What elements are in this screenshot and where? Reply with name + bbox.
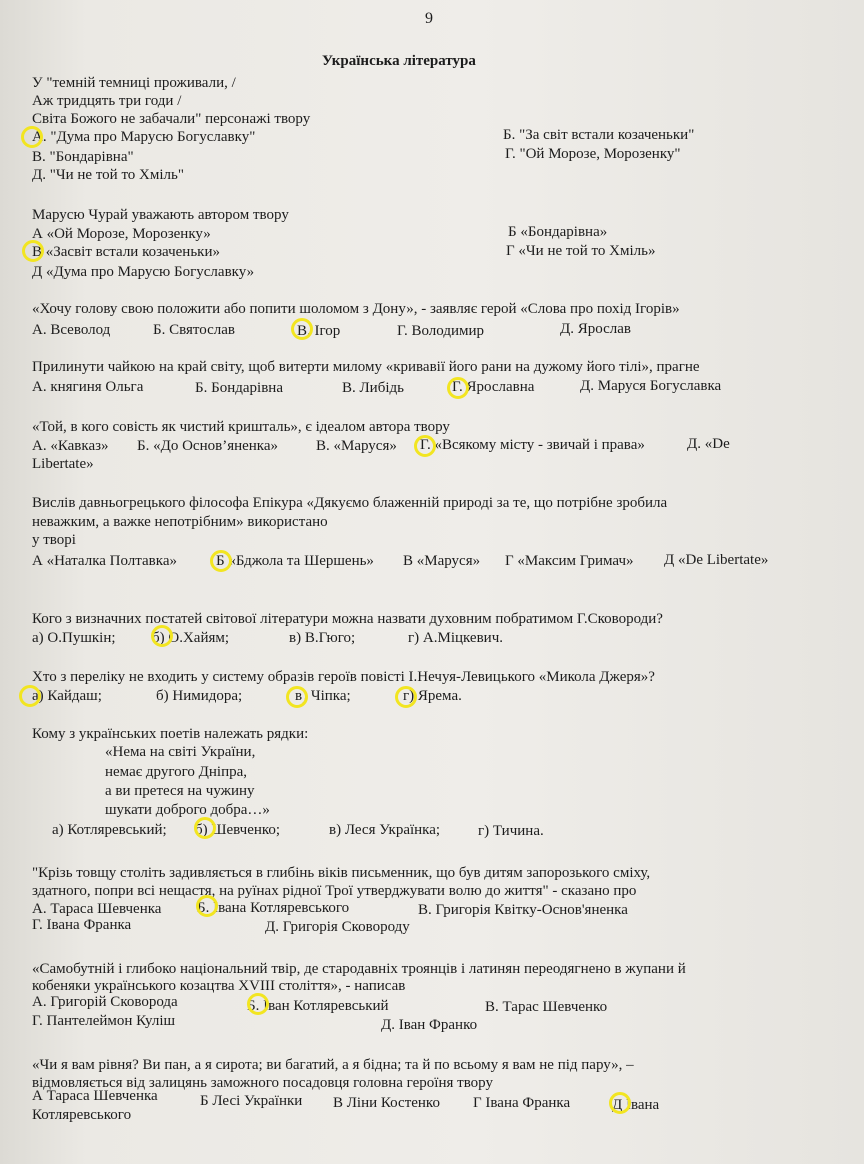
text-line: Д «De Libertate» [664,552,769,568]
text-line: Б Лесі Українки [200,1093,303,1109]
text-line: б) О.Хайям; [152,630,230,646]
text-line: б) Шевченко; [195,822,281,838]
text-line: В. Тарас Шевченко [485,999,608,1015]
text-line: Б. Бондарівна [195,380,283,396]
text-line: А. Тараса Шевченка [32,901,162,917]
text-line: Д. Ярослав [560,321,631,337]
text-line: У "темній темниці проживали, / [32,75,236,91]
text-line: «Той, в кого совість як чистий кришталь», є ідеалом автора твору [32,419,450,435]
answer-circle-icon [447,377,469,399]
page-number: 9 [425,10,433,27]
text-line: Котляревського [32,1107,132,1123]
answer-circle-icon [22,240,44,262]
text-line: Д «Дума про Марусю Богуславку» [32,264,255,280]
text-line: Г. Володимир [397,323,485,339]
text-line: Г. "Ой Морозе, Морозенку" [505,146,681,162]
text-line: Д. "Чи не той то Хміль" [32,167,184,183]
text-line: у творі [32,532,76,548]
text-line: г) Тичина. [478,823,544,839]
text-line: в) Чіпка; [295,688,351,704]
text-line: А. "Дума про Марусю Богуславку" [32,129,256,145]
text-line: Вислів давньогрецького філософа Епікура «Дякуємо блаженній природі за те, що потрібне зробила [32,495,668,511]
text-line: а) Котляревський; [52,822,167,838]
text-line: в) Леся Українка; [329,822,441,838]
text-line: Б. "За світ встали козаченьки" [503,127,695,143]
text-line: Кого з визначних постатей світової літератури можна назвати духовним побратимом Г.Сковороди? [32,611,663,627]
text-line: Г «Максим Гримач» [505,553,634,569]
text-line: «Чи я вам рівня? Ви пан, а я сирота; ви багатий, а я бідна; та й по всьому я вам не під пару», – [32,1057,634,1073]
text-line: Б «Бджола та Шершень» [216,553,374,569]
answer-circle-icon [395,686,417,708]
answer-circle-icon [21,126,43,148]
text-line: здатного, попри всі нещастя, на руїнах рідної Трої утверджувати волю до життя" - сказано про [32,883,637,899]
text-line: Д. Іван Франко [381,1017,478,1033]
text-line: "Крізь товщу століть задивляється в глибінь віків письменник, що був дитям запорозького сміху, [32,865,651,881]
text-line: Г. «Всякому місту - звичай і права» [420,437,645,453]
text-line: Д. Григорія Сковороду [265,919,410,935]
text-line: а ви претеся на чужину [105,783,255,799]
text-line: Марусю Чурай уважають автором твору [32,207,289,223]
text-line: Д. Маруся Богуславка [580,378,722,394]
text-line: Б. Івана Котляревського [197,900,350,916]
answer-circle-icon [151,625,173,647]
text-line: «Хочу голову свою положити або попити шоломом з Дону», - заявляє герой «Слова про похід Ігорів» [32,301,680,317]
answer-circle-icon [210,550,232,572]
text-line: «Нема на світі України, [105,744,256,760]
text-line: Г. Ярославна [452,379,535,395]
text-line: відмовляється від залицянь заможного посадовця головна героїня твору [32,1075,493,1091]
text-line: В Ліни Костенко [333,1095,440,1111]
text-line: Б «Бондарівна» [508,224,608,240]
text-line: А Тараса Шевченка [32,1088,158,1104]
text-line: А. «Кавказ» [32,438,109,454]
text-line: Д. «De [687,436,730,452]
text-line: «Самобутній і глибоко національний твір, де стародавніх троянців і латинян переодягнено в жупани й [32,961,686,977]
text-line: А «Ой Морозе, Морозенку» [32,226,211,242]
text-line: В. Либідь [342,380,404,396]
text-line: А. Григорій Сковорода [32,994,178,1010]
text-line: Libertate» [32,456,94,472]
text-line: Г. Пантелеймон Куліш [32,1013,176,1029]
text-line: неважким, а важке непотрібним» використано [32,514,328,530]
text-line: В. Ігор [297,323,341,339]
text-line: Б. Іван Котляревський [247,998,389,1014]
text-line: Світа Божого не забачали" персонажі твору [32,111,311,127]
text-line: В. "Бондарівна" [32,149,134,165]
text-line: Б. «До Основ’яненка» [137,438,279,454]
answer-circle-icon [609,1092,631,1114]
text-line: Хто з переліку не входить у систему образів героїв повісті І.Нечуя-Левицького «Микола Джеря»? [32,669,655,685]
text-line: Б. Святослав [153,322,236,338]
text-line: В «Маруся» [403,553,481,569]
text-line: а) О.Пушкін; [32,630,116,646]
text-line: Г. Івана Франка [32,917,132,933]
text-line: в) В.Гюго; [289,630,356,646]
text-line: а) Кайдаш; [32,688,102,704]
answer-circle-icon [19,685,41,707]
text-line: б) Нимидора; [156,688,243,704]
text-line: А «Наталка Полтавка» [32,553,177,569]
answer-circle-icon [196,895,218,917]
text-line: шукати доброго добра…» [105,802,270,818]
text-line: Г Івана Франка [473,1095,571,1111]
text-line: Аж тридцять три годи / [32,93,182,109]
text-line: немає другого Дніпра, [105,764,248,780]
answer-circle-icon [286,686,308,708]
text-line: Д Івана [612,1097,660,1113]
text-line: кобеняки українського козацтва XVIII століття», - написав [32,978,406,994]
text-line: Кому з українських поетів належать рядки: [32,726,309,742]
page-title: Українська література [322,53,476,69]
answer-circle-icon [291,318,313,340]
answer-circle-icon [414,435,436,457]
text-line: Прилинути чайкою на край світу, щоб витерти милому «кривавії його рани на дужому його тілі», прагне [32,359,700,375]
text-line: А. княгиня Ольга [32,379,144,395]
text-line: В «Засвіт встали козаченьки» [32,244,220,260]
text-line: г) Ярема. [403,688,462,704]
answer-circle-icon [194,817,216,839]
text-line: Г «Чи не той то Хміль» [506,243,656,259]
answer-circle-icon [247,993,269,1015]
text-line: г) А.Міцкевич. [408,630,503,646]
text-line: В. «Маруся» [316,438,397,454]
text-line: А. Всеволод [32,322,111,338]
text-line: В. Григорія Квітку-Основ'яненка [418,902,628,918]
